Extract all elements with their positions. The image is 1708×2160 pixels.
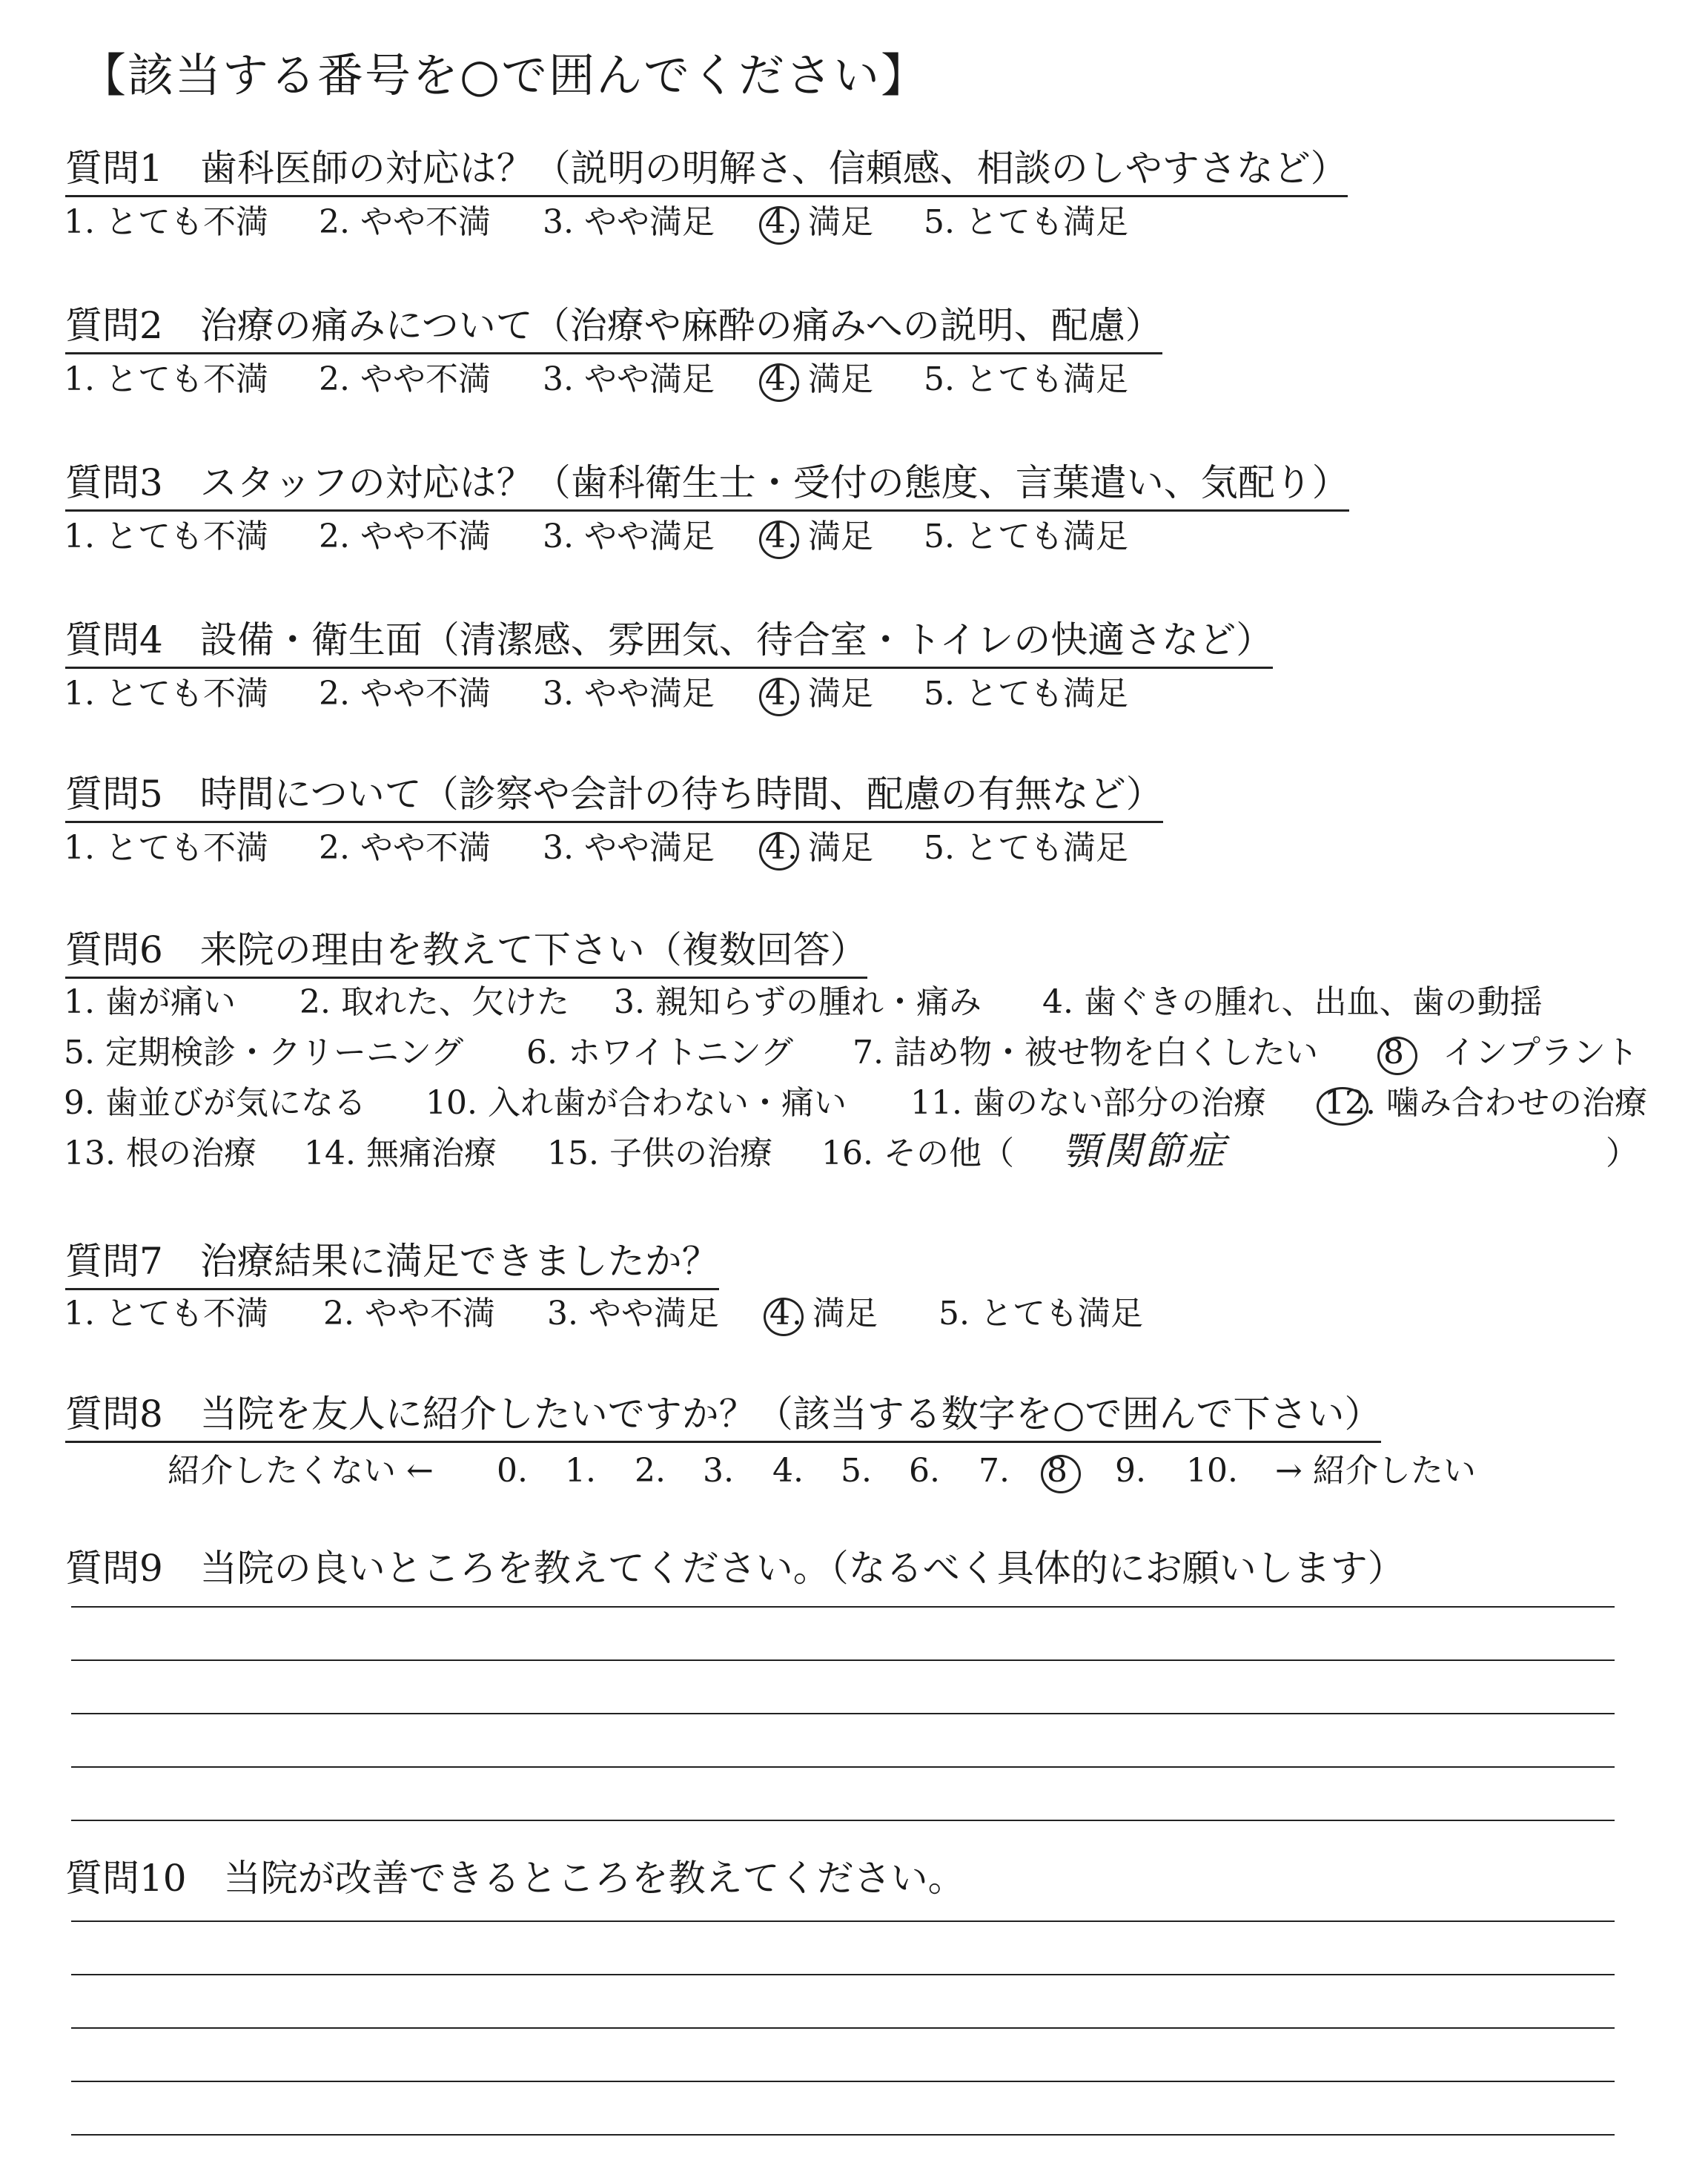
question-4-heading: 質問4 設備・衛生面（清潔感、雰囲気、待合室・トイレの快適さなど） (65, 617, 1273, 669)
question-10-heading: 質問10 当院が改善できるところを教えてください。 (65, 1857, 965, 1900)
option-3[interactable]: 3. やや満足 (543, 518, 715, 555)
question-6-heading: 質問6 来院の理由を教えて下さい（複数回答） (65, 927, 867, 979)
reason-7[interactable]: 7. 詰め物・被せ物を白くしたい (853, 1034, 1318, 1071)
option-3[interactable]: 3. やや満足 (543, 829, 715, 867)
reason-15[interactable]: 15. 子供の治療 (547, 1135, 772, 1172)
option-1[interactable]: 1. とても不満 (64, 829, 268, 867)
reason-2[interactable]: 2. 取れた、欠けた (299, 983, 569, 1021)
reason-11[interactable]: 11. 歯のない部分の治療 (910, 1084, 1266, 1122)
scale-7[interactable]: 7. (979, 1452, 1010, 1490)
answer-line[interactable] (71, 1974, 1615, 1975)
answer-line[interactable] (71, 2027, 1615, 2029)
question-3-heading: 質問3 スタッフの対応は？（歯科衛生士・受付の態度、言葉遣い、気配り） (65, 460, 1349, 512)
scale-6[interactable]: 6. (909, 1452, 940, 1490)
option-5[interactable]: 5. とても満足 (924, 518, 1128, 555)
option-4-label: . 満足 (787, 829, 873, 867)
option-3[interactable]: 3. やや満足 (543, 675, 715, 713)
answer-line[interactable] (71, 1920, 1615, 1922)
reason-3[interactable]: 3. 親知らずの腫れ・痛み (614, 983, 982, 1021)
reason-10[interactable]: 10. 入れ歯が合わない・痛い (426, 1084, 847, 1122)
question-7-heading: 質問7 治療結果に満足できましたか？ (65, 1238, 719, 1290)
answer-line[interactable] (71, 2134, 1615, 2136)
option-4-label: . 満足 (787, 203, 873, 241)
answer-line[interactable] (71, 2081, 1615, 2082)
scale-0[interactable]: 0. (497, 1452, 528, 1490)
option-4-circled[interactable]: 4 (765, 675, 786, 713)
answer-line[interactable] (71, 1606, 1615, 1608)
option-4-circled[interactable]: 4 (765, 203, 786, 241)
option-1[interactable]: 1. とても不満 (64, 360, 268, 398)
reason-14[interactable]: 14. 無痛治療 (304, 1135, 497, 1172)
page-title: 【該当する番号を○で囲んでください】 (80, 48, 929, 102)
option-4-circled[interactable]: 4 (765, 360, 786, 398)
reason-16[interactable]: 16. その他（ (821, 1135, 1014, 1172)
option-1[interactable]: 1. とても不満 (64, 1295, 268, 1332)
option-5[interactable]: 5. とても満足 (924, 203, 1128, 241)
option-2[interactable]: 2. やや不満 (319, 203, 491, 241)
option-4-label: . 満足 (787, 360, 873, 398)
answer-line[interactable] (71, 1713, 1615, 1714)
question-9-heading: 質問9 当院の良いところを教えてください。（なるべく具体的にお願いします） (65, 1547, 1405, 1590)
option-4-label: . 満足 (787, 675, 873, 713)
reason-12-circled[interactable]: 12 (1324, 1084, 1366, 1122)
option-4-circled[interactable]: 4 (765, 518, 786, 555)
option-5[interactable]: 5. とても満足 (924, 829, 1128, 867)
reason-6[interactable]: 6. ホワイトニング (526, 1034, 794, 1071)
question-5-heading: 質問5 時間について（診察や会計の待ち時間、配慮の有無など） (65, 771, 1163, 823)
scale-9[interactable]: 9. (1115, 1452, 1146, 1490)
option-2[interactable]: 2. やや不満 (319, 675, 491, 713)
option-5[interactable]: 5. とても満足 (939, 1295, 1143, 1332)
scale-3[interactable]: 3. (703, 1452, 734, 1490)
option-3[interactable]: 3. やや満足 (547, 1295, 719, 1332)
scale-2[interactable]: 2. (635, 1452, 666, 1490)
option-4-label: . 満足 (787, 518, 873, 555)
reason-9[interactable]: 9. 歯並びが気になる (64, 1084, 366, 1122)
option-3[interactable]: 3. やや満足 (543, 360, 715, 398)
option-1[interactable]: 1. とても不満 (64, 203, 268, 241)
option-2[interactable]: 2. やや不満 (319, 829, 491, 867)
reason-12-label: . 噛み合わせの治療 (1366, 1084, 1647, 1122)
reason-8-circled[interactable]: 8 (1383, 1034, 1404, 1071)
option-4-label: . 満足 (792, 1295, 878, 1332)
scale-4[interactable]: 4. (772, 1452, 804, 1490)
scale-5[interactable]: 5. (841, 1452, 872, 1490)
option-2[interactable]: 2. やや不満 (319, 518, 491, 555)
answer-line[interactable] (71, 1820, 1615, 1821)
scale-left-label: 紹介したくない ← (168, 1452, 434, 1490)
option-2[interactable]: 2. やや不満 (323, 1295, 495, 1332)
reason-4[interactable]: 4. 歯ぐきの腫れ、出血、歯の動揺 (1042, 983, 1543, 1021)
scale-right-label: → 紹介したい (1275, 1452, 1476, 1490)
option-1[interactable]: 1. とても不満 (64, 518, 268, 555)
other-handwritten-answer: 顎関節症 (1062, 1129, 1228, 1174)
question-1-heading: 質問1 歯科医師の対応は？（説明の明解さ、信頼感、相談のしやすさなど） (65, 145, 1348, 197)
answer-line[interactable] (71, 1659, 1615, 1661)
option-5[interactable]: 5. とても満足 (924, 360, 1128, 398)
option-1[interactable]: 1. とても不満 (64, 675, 268, 713)
option-2[interactable]: 2. やや不満 (319, 360, 491, 398)
option-4-circled[interactable]: 4 (765, 829, 786, 867)
scale-8-circled[interactable]: 8 (1047, 1452, 1068, 1490)
other-close-paren: ） (1606, 1135, 1638, 1172)
reason-8-label: インプラント (1443, 1034, 1638, 1071)
answer-line[interactable] (71, 1766, 1615, 1768)
option-5[interactable]: 5. とても満足 (924, 675, 1128, 713)
scale-1[interactable]: 1. (565, 1452, 596, 1490)
scale-10[interactable]: 10. (1186, 1452, 1238, 1490)
option-4-circled[interactable]: 4 (769, 1295, 790, 1332)
reason-5[interactable]: 5. 定期検診・クリーニング (64, 1034, 464, 1071)
reason-13[interactable]: 13. 根の治療 (64, 1135, 256, 1172)
reason-1[interactable]: 1. 歯が痛い (64, 983, 236, 1021)
option-3[interactable]: 3. やや満足 (543, 203, 715, 241)
question-8-heading: 質問8 当院を友人に紹介したいですか？（該当する数字を○で囲んで下さい） (65, 1391, 1381, 1443)
question-2-heading: 質問2 治療の痛みについて（治療や麻酔の痛みへの説明、配慮） (65, 303, 1162, 354)
